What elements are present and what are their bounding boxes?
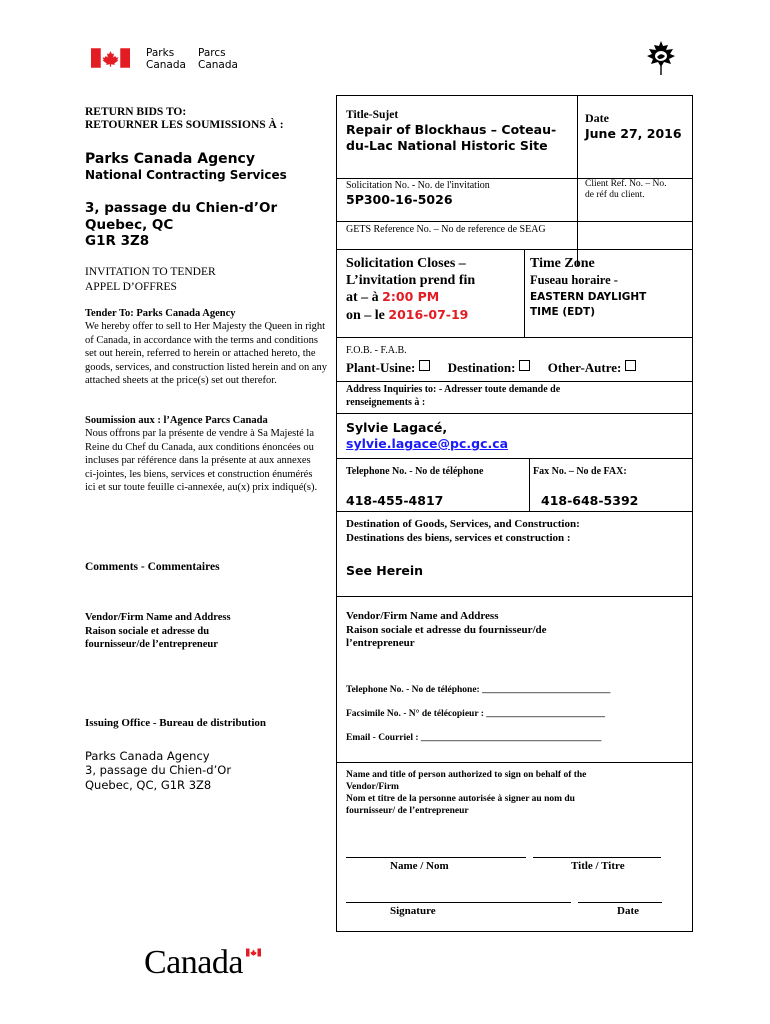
title-label: Title-Sujet: [346, 109, 399, 121]
client-ref-line-1: Client Ref. No. – No.: [585, 179, 667, 189]
date-sign-label: Date: [617, 905, 639, 917]
client-ref-cell: [585, 179, 667, 201]
department-name: National Contracting Services: [85, 168, 287, 182]
parks-canada-wordmark-en: [146, 47, 186, 71]
time-zone-cell: [530, 256, 646, 320]
vendor-box-line-3: l’entrepreneur: [346, 637, 415, 649]
divider: [336, 249, 693, 250]
authorized-signer-label: [346, 769, 686, 817]
title-line-2: du-Lac National Historic Site: [346, 138, 548, 153]
client-ref-line-2: de réf du client.: [585, 190, 645, 200]
date-cell: [585, 111, 682, 142]
date-value: June 27, 2016: [585, 126, 682, 141]
destination-label: Destination:: [447, 360, 516, 375]
issuing-line-1: Parks Canada Agency: [85, 749, 210, 763]
vendor-email-field[interactable]: Email - Courriel : ______________________________________: [346, 733, 602, 743]
tender-to-label: Tender To: Parks Canada Agency: [85, 308, 236, 319]
divider: [336, 413, 693, 414]
divider: [336, 762, 693, 763]
title-line-1: Repair of Blockhaus – Coteau-: [346, 122, 557, 137]
closes-time-row: [346, 289, 475, 307]
vendor-phone-field[interactable]: Telephone No. - No de téléphone: ___________________________: [346, 685, 611, 695]
closes-date-row: [346, 307, 475, 325]
title-label: Title / Titre: [571, 860, 625, 872]
vendor-label-box: [346, 610, 547, 651]
destination-checkbox[interactable]: [519, 360, 530, 371]
contact-block: [346, 420, 508, 452]
date-label: Date: [585, 111, 609, 125]
issuing-line-3: Quebec, QC, G1R 3Z8: [85, 777, 212, 792]
return-address: [85, 200, 277, 250]
destination-goods-en: Destination of Goods, Services, and Construction:: [346, 518, 580, 530]
divider: [336, 458, 693, 459]
fob-options: [346, 360, 636, 376]
phone-label: Telephone No. - No de téléphone: [346, 466, 484, 477]
inquiries-line-1: Address Inquiries to: - Adresser toute demande de: [346, 384, 561, 395]
name-label: Name / Nom: [390, 860, 449, 872]
address-line-1: 3, passage du Chien-d’Or: [85, 200, 278, 216]
other-autre-label: Other-Autre:: [547, 360, 622, 375]
plant-usine-label: Plant-Usine:: [346, 360, 416, 375]
issuing-office-label: Issuing Office - Bureau de distribution: [85, 717, 267, 729]
contact-email-link[interactable]: sylvie.lagace@pc.gc.ca: [346, 436, 509, 451]
signature-label: Signature: [390, 905, 436, 917]
invitation-heading: [85, 265, 216, 294]
title-cell: [346, 108, 556, 154]
other-autre-checkbox[interactable]: [625, 360, 636, 371]
parks-line-2: Canada: [146, 59, 186, 71]
title-signature-line[interactable]: [533, 857, 661, 858]
name-signature-line[interactable]: [346, 857, 526, 858]
closes-line-2: L’invitation prend fin: [346, 272, 476, 288]
destination-goods-label: [346, 518, 580, 545]
phone-value: 418-455-4817: [346, 493, 444, 508]
parcs-line-2: Canada: [198, 59, 238, 71]
fax-label: Fax No. – No de FAX:: [533, 466, 627, 477]
divider: [336, 337, 693, 338]
soumission-body: Nous offrons par la présente de vendre à Sa Majesté la Reine du Chef du Canada, aux conditions énoncées ou incluses par référence dans la présente at aux annexes ci-jointes, les biens, services et construction énumérés ici et sur toute feuille ci-annexée, au(x) prix indiqué(s).: [85, 428, 318, 494]
time-zone-value-2: TIME (EDT): [530, 305, 595, 318]
soumission-label: Soumission aux : l’Agence Parcs Canada: [85, 415, 268, 426]
address-line-3: G1R 3Z8: [85, 233, 150, 249]
tender-to-block: [85, 307, 331, 387]
solicitation-closes: [346, 256, 475, 324]
comments-label: Comments - Commentaires: [85, 561, 220, 573]
vendor-box-line-2: Raison sociale et adresse du fournisseur/de: [346, 623, 547, 636]
gets-reference-label: GETS Reference No. – No de reference de SEAG: [346, 224, 546, 235]
parks-canada-beaver-icon: [646, 40, 676, 76]
issuing-line-2: 3, passage du Chien-d’Or: [85, 763, 232, 778]
vendor-label-left-3: fournisseur/de l’entrepreneur: [85, 639, 218, 650]
fax-value: 418-648-5392: [541, 493, 639, 508]
authorized-line-4: fournisseur/ de l’entrepreneur: [346, 806, 469, 816]
divider: [529, 458, 530, 511]
issuing-office-address: [85, 749, 231, 792]
authorized-line-2: Vendor/Firm: [346, 782, 399, 792]
vendor-fax-field[interactable]: Facsimile No. - N° de télécopieur : _________________________: [346, 709, 606, 719]
canada-wordmark: Canada: [144, 944, 243, 981]
solicitation-label: Solicitation No. - No. de l'invitation: [346, 180, 490, 191]
return-bids-en: RETURN BIDS TO:: [85, 106, 187, 118]
vendor-box-line-1: Vendor/Firm Name and Address: [346, 610, 499, 622]
authorized-line-3: Nom et titre de la personne autorisée à signer au nom du: [346, 794, 575, 804]
closes-line-1: Solicitation Closes –: [346, 256, 466, 271]
plant-usine-checkbox[interactable]: [419, 360, 430, 371]
closes-at-label: at – à: [346, 290, 379, 305]
closes-time: 2:00 PM: [382, 289, 440, 304]
authorized-line-1: Name and title of person authorized to sign on behalf of the: [346, 770, 587, 780]
closes-on-label: on – le: [346, 307, 385, 323]
fob-label: F.O.B. - F.A.B.: [346, 345, 407, 356]
inquiries-line-2: renseignements à :: [346, 396, 426, 408]
divider: [524, 249, 525, 337]
date-signature-line[interactable]: [578, 902, 662, 903]
closes-date: 2016-07-19: [388, 306, 469, 322]
solicitation-number: 5P300-16-5026: [346, 192, 453, 207]
canada-wordmark-flag-icon: [246, 948, 261, 957]
vendor-label-left-2: Raison sociale et adresse du: [85, 625, 210, 637]
time-zone-value-1: EASTERN DAYLIGHT: [530, 290, 647, 303]
canada-flag-icon: [91, 48, 130, 68]
signature-line[interactable]: [346, 902, 571, 903]
see-herein: See Herein: [346, 563, 424, 578]
tender-to-body: We hereby offer to sell to Her Majesty the Queen in right of Canada, in accordance with the terms and conditions set out herein, referred to herein or attached hereto, the goods, services, and construction listed herein and on any attached sheets at the price(s) set out therefor.: [85, 321, 328, 387]
inquiries-label: [346, 384, 560, 409]
parcs-line-1: Parcs: [198, 47, 226, 59]
divider: [336, 511, 693, 512]
return-bids-label: [85, 106, 284, 132]
invitation-fr: APPEL D’OFFRES: [85, 280, 177, 293]
return-bids-fr: RETOURNER LES SOUMISSIONS À :: [85, 119, 284, 131]
time-zone-label: Time Zone: [530, 256, 595, 271]
divider: [336, 221, 693, 222]
agency-name: Parks Canada Agency: [85, 151, 255, 167]
vendor-label-left-1: Vendor/Firm Name and Address: [85, 612, 231, 623]
divider: [577, 95, 578, 266]
divider: [336, 596, 693, 597]
time-zone-label-fr: Fuseau horaire -: [530, 272, 618, 287]
parcs-canada-wordmark-fr: [198, 47, 238, 71]
destination-goods-fr: Destinations des biens, services et construction :: [346, 531, 571, 544]
contact-name: Sylvie Lagacé,: [346, 420, 448, 435]
parks-line-1: Parks: [146, 47, 175, 59]
invitation-en: INVITATION TO TENDER: [85, 266, 216, 278]
address-line-2: Quebec, QC: [85, 216, 174, 233]
vendor-label-left: [85, 611, 231, 652]
soumission-block: [85, 414, 321, 494]
divider: [336, 381, 693, 382]
